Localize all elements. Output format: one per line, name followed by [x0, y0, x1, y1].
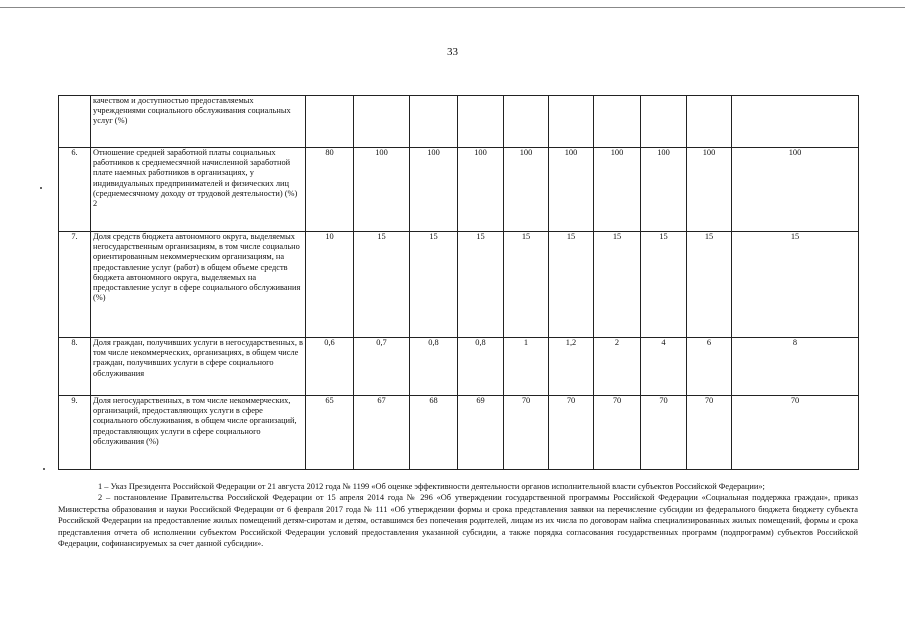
- value-cell: [549, 96, 594, 148]
- row-number: 8.: [59, 338, 91, 396]
- row-number: [59, 96, 91, 148]
- indicator-description: Доля негосударственных, в том числе некоммерческих, организаций, предоставляющих услуги в сфере социального обслуживания, в общем числе организаций, предоставляющих услуги в сфере социального обслуживания (%): [91, 396, 306, 470]
- indicator-description: Отношение средней заработной платы социальных работников к среднемесячной начисленной заработной плате наемных работников в организациях, у индивидуальных предпринимателей и физических лиц (среднемесячному доходу от трудовой деятельности) (%) 2: [91, 148, 306, 232]
- indicator-description: качеством и доступностью предоставляемых учреждениями социального обслуживания социальных услуг (%): [91, 96, 306, 148]
- value-cell: 100: [458, 148, 504, 232]
- value-cell: 6: [687, 338, 732, 396]
- value-cell: 100: [504, 148, 549, 232]
- value-cell: 80: [306, 148, 354, 232]
- indicators-table: [58, 95, 859, 470]
- value-cell: 15: [410, 232, 458, 338]
- value-cell: 15: [594, 232, 641, 338]
- value-cell: 0,8: [458, 338, 504, 396]
- value-cell: 1: [504, 338, 549, 396]
- indicator-description: Доля средств бюджета автономного округа, выделяемых негосударственным организациям, в том числе социально ориентированным некоммерческим организациям, на предоставление услуг (работ) в общем объеме средств бюджета автономного округа, выделяемых на предоставление услуг в сфере социального обслуживания (%): [91, 232, 306, 338]
- value-cell: 70: [594, 396, 641, 470]
- value-cell: [458, 96, 504, 148]
- row-number: 6.: [59, 148, 91, 232]
- value-cell: 70: [549, 396, 594, 470]
- value-cell: 1,2: [549, 338, 594, 396]
- value-cell: 15: [641, 232, 687, 338]
- value-cell: 0,8: [410, 338, 458, 396]
- table-row: [59, 396, 859, 470]
- scan-speck: [40, 187, 42, 189]
- value-cell: [354, 96, 410, 148]
- value-cell: 100: [354, 148, 410, 232]
- page-number: 33: [447, 46, 458, 58]
- footnote-2: 2 – постановление Правительства Российской Федерации от 15 апреля 2014 года № 296 «Об утверждении государственной программы Российской Федерации «Социальная поддержка граждан», приказ Министерства образования и науки Российской Федерации от 6 февраля 2017 года № 111 «Об утверждении формы и срока представления заявки на перечисление субсидии из федерального бюджета бюджету субъекта Российской Федерации на предоставление жилых помещений детям-сиротам и детям, оставшимся без попечения родителей, лицам из их числа по договорам найма специализированных жилых помещений, формы и срока представления отчета об исполнении субъектом Российской Федерации условий предоставления указанной субсидии, а также порядка согласования государственных программ (подпрограмм) субъектов Российской Федерации, софинансируемых за счет данной субсидии».: [58, 493, 858, 549]
- value-cell: 0,7: [354, 338, 410, 396]
- row-number: 7.: [59, 232, 91, 338]
- value-cell: 100: [410, 148, 458, 232]
- value-cell: [732, 96, 859, 148]
- row-number: 9.: [59, 396, 91, 470]
- value-cell: 100: [594, 148, 641, 232]
- table-row: [59, 96, 859, 148]
- value-cell: 15: [732, 232, 859, 338]
- value-cell: 0,6: [306, 338, 354, 396]
- value-cell: 15: [504, 232, 549, 338]
- value-cell: 2: [594, 338, 641, 396]
- value-cell: 65: [306, 396, 354, 470]
- table-row: [59, 232, 859, 338]
- value-cell: 100: [641, 148, 687, 232]
- value-cell: [504, 96, 549, 148]
- value-cell: 69: [458, 396, 504, 470]
- footnotes: [58, 481, 858, 549]
- value-cell: 15: [549, 232, 594, 338]
- value-cell: [687, 96, 732, 148]
- table-row: [59, 148, 859, 232]
- value-cell: 4: [641, 338, 687, 396]
- value-cell: 100: [732, 148, 859, 232]
- value-cell: 70: [504, 396, 549, 470]
- footnote-1: 1 – Указ Президента Российской Федерации от 21 августа 2012 года № 1199 «Об оценке эффективности деятельности органов исполнительной власти субъектов Российской Федерации»;: [98, 482, 765, 491]
- value-cell: 15: [458, 232, 504, 338]
- value-cell: 67: [354, 396, 410, 470]
- value-cell: 100: [549, 148, 594, 232]
- value-cell: 70: [641, 396, 687, 470]
- value-cell: 8: [732, 338, 859, 396]
- value-cell: 68: [410, 396, 458, 470]
- value-cell: 70: [732, 396, 859, 470]
- top-border-line: [0, 7, 905, 8]
- value-cell: [594, 96, 641, 148]
- value-cell: [410, 96, 458, 148]
- value-cell: [641, 96, 687, 148]
- value-cell: 10: [306, 232, 354, 338]
- value-cell: 15: [687, 232, 732, 338]
- value-cell: 70: [687, 396, 732, 470]
- indicator-description: Доля граждан, получивших услуги в негосударственных, в том числе некоммерческих, организациях, в общем числе граждан, получивших услуги в сфере социального обслуживания: [91, 338, 306, 396]
- table-row: [59, 338, 859, 396]
- value-cell: 100: [687, 148, 732, 232]
- value-cell: 15: [354, 232, 410, 338]
- scan-speck: [43, 468, 45, 470]
- value-cell: [306, 96, 354, 148]
